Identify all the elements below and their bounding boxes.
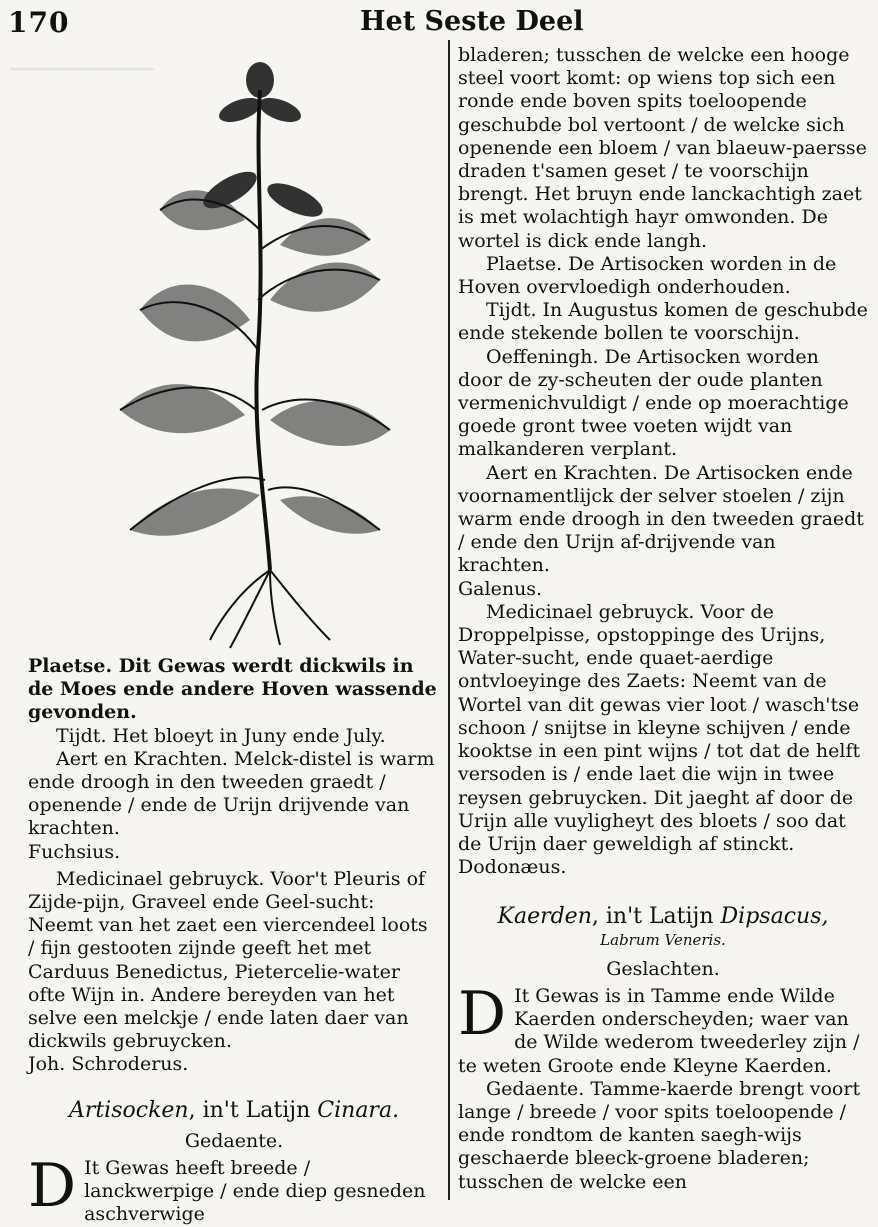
column-divider [448, 40, 450, 1200]
left-column [28, 655, 440, 1227]
left-plaetse: Plaetse. Dit Gewas werdt dickwils in de Moes ende andere Hoven wassende gevonden. [28, 655, 437, 724]
right-geslachten-label: Geslachten. [606, 957, 720, 980]
right-tijdt: Tijdt. In Augustus komen de geschubde ende stekende bollen te voorschijn. [458, 299, 868, 345]
right-cont: bladeren; tusschen de welcke een hooge steel voort komt: op wiens top sich een ronde ende boven spits toeloopende geschubde bol vertoont / de welcke sich openende een bloem / van blaeuw-paersse draden t'samen geset / te voorschijn brengt. Het bruyn ende lanckachtigh zaet is met wolachtigh hayr omwonden. De wortel is dick ende langh. [458, 44, 867, 252]
right-column [458, 44, 868, 1194]
kaerden-heading [458, 905, 868, 928]
left-aert: Aert en Krachten. Melck-distel is warm ende droogh in den tweeden graedt / openende / ende de Urijn drijvende van krachten. [28, 747, 435, 840]
right-medicinael: Medicinael gebruyck. Voor de Droppelpisse, opstoppinge des Urijns, Water-sucht, ende quaet-aerdige ontvloeyinge des Zaets: Neemt van de Wortel van dit gewas vier loot / wasch'tse schoon / snijtse in kleyne schijven / ende kooktse in een pint wijns / tot dat de helft versoden is / ende laet die wijn in twee reysen gebruycken. Dit jaeght af door de Urijn alle vuyligheyt des bloets / soo dat de Urijn daer geweldigh af stinckt. [458, 600, 861, 855]
left-medicinael: Medicinael gebruyck. Voor't Pleuris of Zijde-pijn, Graveel ende Geel-sucht: Neemt van het zaet een viercendeel loots / fijn gestooten zijnde geeft het met Carduus Benedictus, Pietercelie-water ofte Wijn in. Andere bereyden van het selve een melckje / ende laten daer van dickwils gebruycken. [28, 867, 428, 1053]
left-gedaente-label: Gedaente. [184, 1129, 284, 1152]
artisocken-heading [28, 1099, 440, 1122]
left-gedaente-para [28, 1151, 440, 1227]
heading-name: Kaerden [497, 904, 592, 930]
right-gedaente: Gedaente. Tamme-kaerde brengt voort lange / breede / voor spits toeloopende / ende rondtom de kanten saegh-wijs geschaerde bleeck-groene bladeren; tusschen de welcke een [458, 1077, 861, 1193]
drop-cap: D [458, 978, 507, 1049]
bleed-through: ━━━━━━━━━━━━━━ [10, 60, 154, 80]
left-tijdt: Tijdt. Het bloeyt in Juny ende July. [56, 724, 386, 747]
right-geslachten-text: It Gewas is in Tamme ende Wilde Kaerden onderscheyden; waer van de Wilde wederom tweederley zijn / te weten Groote ende Kleyne Kaerden. [458, 984, 860, 1077]
left-aert-author: Fuchsius. [28, 840, 121, 863]
right-oeffeningh: Oeffeningh. De Artisocken worden door de zy-scheuten der oude planten vermenichvuldigt / ende op moerachtige goede gront twee voeten wijdt van malkanderen verplant. [458, 345, 849, 461]
right-geslachten-para [458, 978, 868, 1078]
page-header [0, 4, 878, 40]
left-medicinael-author: Joh. Schroderus. [28, 1053, 189, 1076]
heading-latin: Cinara. [317, 1097, 400, 1123]
drop-cap: D [28, 1151, 77, 1222]
page-number: 170 [8, 6, 70, 39]
right-aert: Aert en Krachten. De Artisocken ende voornamentlijck der selver stoelen / zijn warm ende droogh in den tweeden graedt / ende den Urijn af-drijvende van krachten. [458, 461, 864, 577]
heading-mid: , in't Latijn [591, 904, 721, 930]
milk-thistle-woodcut-illustration [80, 50, 420, 650]
running-title: Het Seste Deel [360, 6, 584, 37]
kaerden-subtitle: Labrum Veneris. [600, 930, 726, 949]
left-gedaente-text: It Gewas heeft breede / lanckwerpige / ende diep gesneden aschverwige [84, 1157, 426, 1226]
heading-name: Artisocken [68, 1097, 189, 1123]
heading-mid: , in't Latijn [188, 1097, 318, 1123]
right-aert-author: Galenus. [458, 577, 543, 600]
heading-latin: Dipsacus, [720, 904, 829, 930]
right-medicinael-author: Dodonæus. [458, 856, 567, 879]
right-plaetse: Plaetse. De Artisocken worden in de Hoven overvloedigh onderhouden. [458, 252, 837, 299]
